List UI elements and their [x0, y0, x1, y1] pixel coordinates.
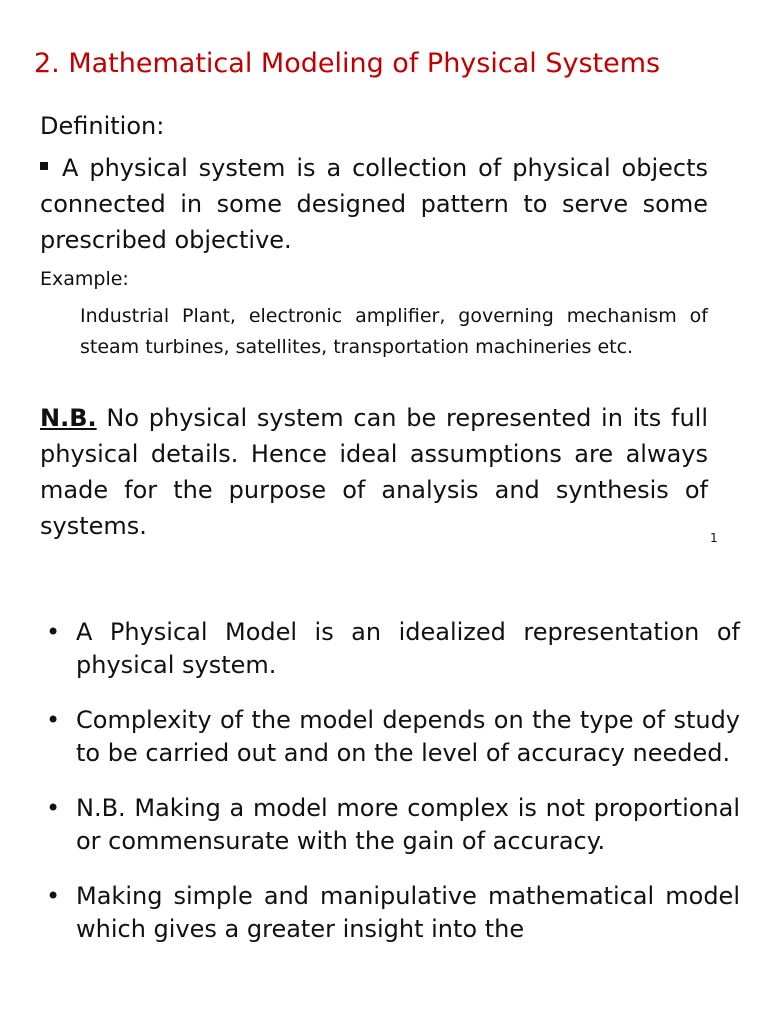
- list-item: [46, 880, 740, 946]
- definition-paragraph: [40, 150, 708, 258]
- example-label: Example:: [40, 268, 129, 290]
- bullet-dot-icon: •: [46, 794, 61, 822]
- nb-paragraph: [40, 400, 708, 544]
- example-text: Industrial Plant, electronic amplifier, governing mechanism of steam turbines, satellites, transportation machineries etc.: [80, 305, 708, 358]
- list-item: [46, 616, 740, 682]
- bullet-dot-icon: •: [46, 882, 61, 910]
- page-number: 1: [710, 531, 718, 545]
- bullet-text: Complexity of the model depends on the type of study to be carried out and on the level of accuracy needed.: [76, 706, 740, 767]
- bullet-text: Making simple and manipulative mathematical model which gives a greater insight into the: [76, 882, 740, 943]
- bullet-dot-icon: •: [46, 706, 61, 734]
- nb-text: No physical system can be represented in its full physical details. Hence ideal assumptions are always made for the purpose of analysis and synthesis of systems.: [40, 404, 708, 540]
- bullet-dot-icon: •: [46, 618, 61, 646]
- square-bullet-icon: [40, 162, 48, 170]
- bullet-list: [46, 616, 740, 968]
- slide-2: [0, 580, 768, 1024]
- nb-label: N.B.: [40, 404, 97, 432]
- definition-label: Definition:: [40, 112, 165, 140]
- list-item: [46, 792, 740, 858]
- list-item: [46, 704, 740, 770]
- definition-text: A physical system is a collection of physical objects connected in some designed pattern to serve some prescribed objective.: [40, 154, 708, 254]
- bullet-text: A Physical Model is an idealized representation of physical system.: [76, 618, 740, 679]
- slide-title: 2. Mathematical Modeling of Physical Systems: [34, 48, 661, 79]
- bullet-text: N.B. Making a model more complex is not proportional or commensurate with the gain of accuracy.: [76, 794, 740, 855]
